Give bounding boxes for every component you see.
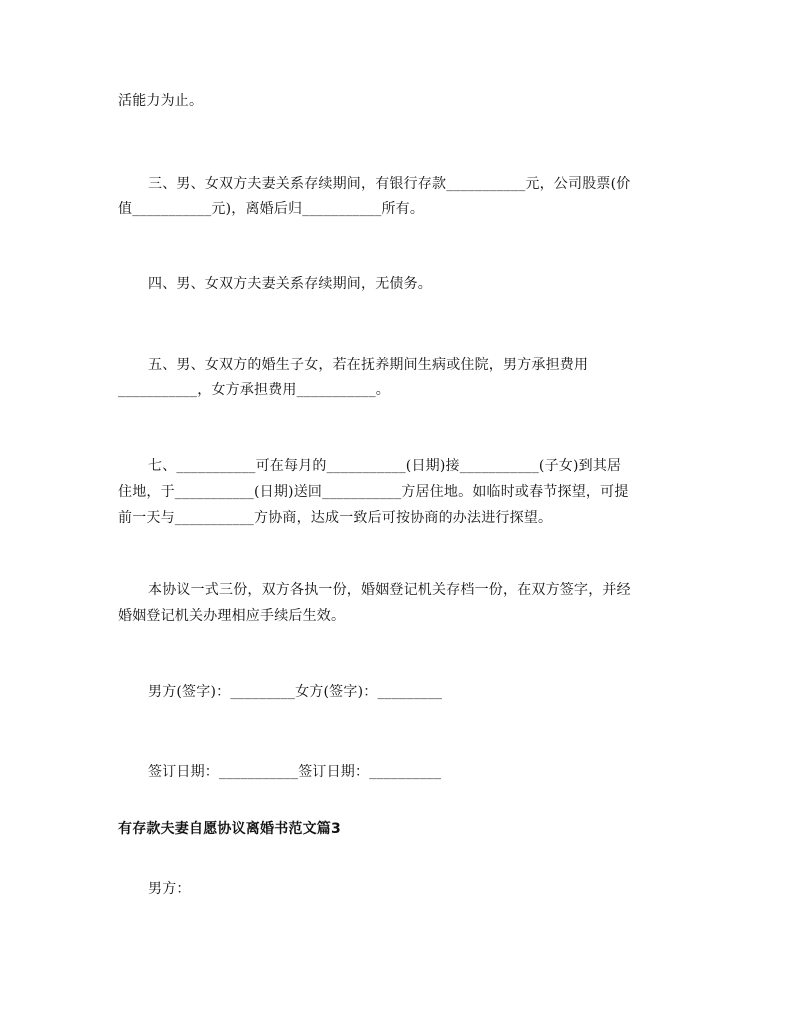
paragraph-line: 五、男、女双方的婚生子女，若在抚养期间生病或住院，男方承担费用: [148, 357, 589, 373]
paragraph-line: 四、男、女双方夫妻关系存续期间，无债务。: [148, 276, 432, 292]
section-title: 有存款夫妻自愿协议离婚书范文篇3: [118, 821, 341, 837]
signature-line: 男方(签字)：_________女方(签字)：_________: [148, 684, 443, 700]
paragraph-line: 本协议一式三份，双方各执一份，婚姻登记机关存档一份，在双方签字，并经: [148, 582, 631, 598]
paragraph-line: 前一天与___________方协商，达成一致后可按协商的办法进行探望。: [118, 510, 553, 526]
paragraph-line: 三、男、女双方夫妻关系存续期间，有银行存款___________元，公司股票(价: [148, 176, 631, 192]
date-line: 签订日期：___________签订日期：__________: [148, 764, 442, 780]
paragraph-line: 活能力为止。: [118, 93, 204, 109]
paragraph-line: ___________，女方承担费用___________。: [118, 382, 390, 398]
paragraph-line: 七、___________可在每月的___________(日期)接___________(子女)到其居: [148, 458, 622, 474]
paragraph-line: 住地，于___________(日期)送回___________方居住地。如临时或春节探望，可提: [118, 484, 629, 500]
party-label: 男方：: [148, 881, 191, 897]
paragraph-line: 婚姻登记机关办理相应手续后生效。: [118, 608, 346, 624]
paragraph-line: 值___________元)，离婚后归___________所有。: [118, 201, 425, 217]
